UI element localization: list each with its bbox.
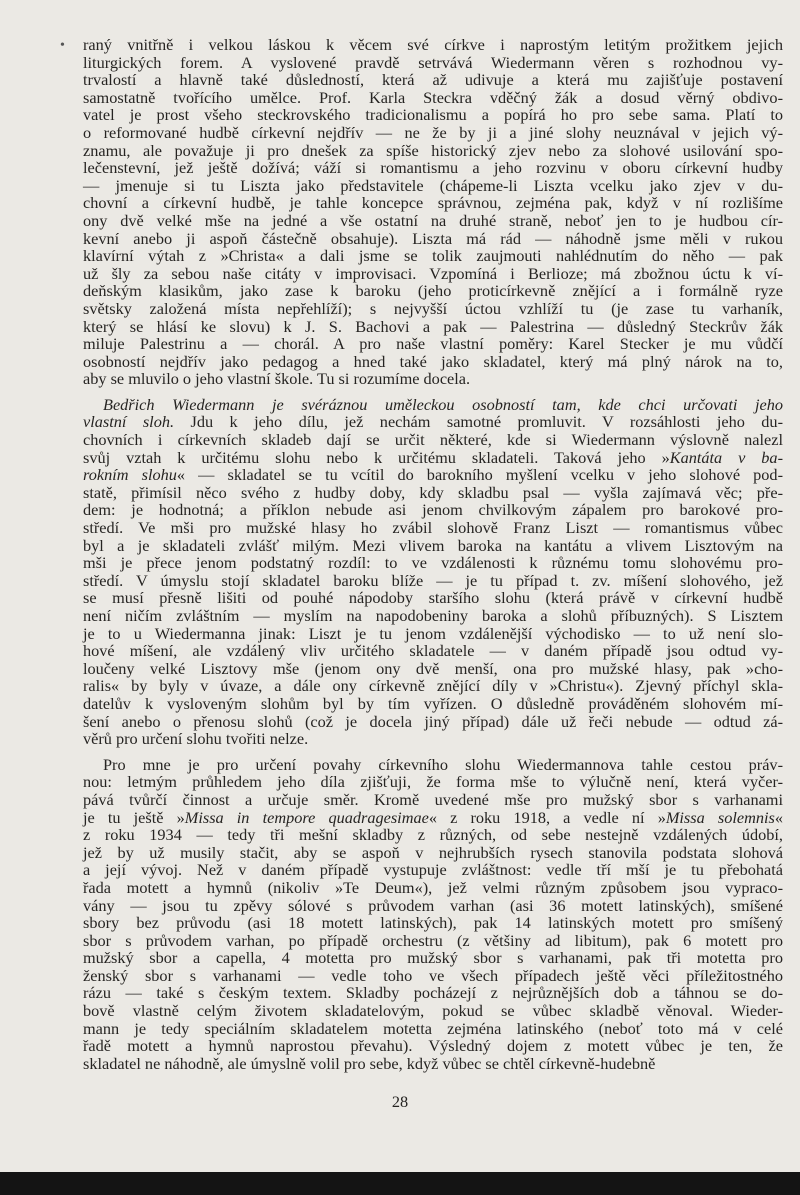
text-segment: světsky založená místa nepřehlíží); s nejvyšší úctou vzhlíží tu (je zase tu varhaník, [83,298,783,318]
text-segment: svůj vztah k určitému slohu nebo k určitému skladateli. Taková jeho » [83,447,670,467]
text-segment: lečenstevní, jež ještě dožívá; váží si romantismu a jeho rozvinu v oboru církevní hudby [83,158,783,178]
text-line [83,554,783,572]
text-segment: loučeny velké Lisztovy mše (jenom ony dvě menší, ona pro mužské hlasy, pak »cho- [83,658,783,678]
text-segment: aby se mluvilo o jeho vlastní škole. Tu si rozumíme docela. [83,369,471,389]
text-segment: řadě motett a hymnů naprostou převahu). Výsledný dojem z motett vůbec je ten, že [83,1036,783,1056]
text-line [83,54,783,72]
text-line [83,142,783,160]
italic-text-segment: Bedřich Wiedermann je svéráznou uměleckou osobností tam, kde chci určovati jeho [103,394,783,414]
text-segment: deňským klasikům, jako zase k baroku (jeho proticírkevně znějící a i formálně ryze [83,281,783,301]
text-line [83,431,783,449]
italic-text-segment: rokním slohu [83,465,177,485]
text-line [83,695,783,713]
text-line [83,730,783,748]
text-segment: znamu, ale považuje ji pro dnešek za spíše historický zjev nebo za slohové usilování spo- [83,140,783,160]
text-segment: raný vnitřně i velkou láskou k věcem své církve i naprostým letitým prožitkem jejich [83,35,783,54]
paragraph [83,756,783,1073]
text-segment: řada motett a hymnů (nikoliv »Te Deum«), jež velmi různým způsobem jsou vypraco- [83,877,783,897]
text-line [83,607,783,625]
text-segment: rázu — také s českým textem. Skladby pocházejí z nejrůznějších dob a táhnou se do- [83,983,783,1003]
text-segment: « [774,807,783,827]
text-line [83,247,783,265]
text-line [83,89,783,107]
text-segment: a její vývoj. Než v daném případě vystupuje zvláštnost: vedle tří mší je tu přebohatá [83,860,783,880]
text-line [83,826,783,844]
text-line [83,537,783,555]
text-segment: se musí přesně lišiti od pouhé nápodoby staršího slohu (která právě v církevní hudbě [83,588,783,608]
text-line [83,212,783,230]
text-segment: mužský sbor a capella, 4 motetta pro mužský sbor s varhanami, pak tři motetta pro [83,948,783,968]
text-line [83,466,783,484]
text-segment: mann je tedy speciálním skladatelem motetta zejména latinského (neboť toto má v celé [83,1018,783,1038]
italic-text-segment: Missa solemnis [665,807,775,827]
text-line [83,879,783,897]
text-segment: ženský sbor s varhanami — vedle toho ve všech případech ještě věci příležitostného [83,965,783,985]
text-line [83,861,783,879]
text-segment: miluje Palestrinu a — chorál. A pro naše vlastní poměry: Karel Stecker je mu vůdčí [83,334,783,354]
text-line [83,484,783,502]
text-segment: dem: je hodnotná; a příklon nebude asi jenom chvilkovým zápalem pro barokové pro- [83,500,783,520]
text-segment: je to u Wiedermanna jinak: Liszt je tu jenom vzdálenější východisko — to už není slo- [83,623,783,643]
text-segment: nou: letmým průhledem jeho díla zjišťuji, že forma mše to výlučně není, která vyčer- [83,772,783,792]
text-segment: « — skladatel se tu vcítil do barokního myšlení vcelku v jeho slohové pod- [176,465,783,485]
text-line [83,844,783,862]
text-segment: není ničím zvláštním — myslím na napodobeniny baroka a slohů příbuzných). S Lisztem [83,606,783,625]
text-line [83,773,783,791]
text-line [83,353,783,371]
text-line [83,449,783,467]
text-segment: který se hlásí ke slovu) k J. S. Bachovi a pak — Palestrina — důsledný Steckrův žák [83,316,783,336]
text-segment: bově vlastně celým životem skladatelovým, pokud se vůbec skladbě věnoval. Wieder- [83,1001,783,1021]
text-segment: pává tvůrčí činnost a určuje směr. Kromě uvedené mše pro mužský sbor s varhanami [83,789,783,809]
text-segment: středí. V úmyslu stojí skladatel baroku blíže — je tu případ t. zv. míšení slohového, jež [83,570,783,590]
text-line [83,71,783,89]
text-line [83,1037,783,1055]
text-line [83,572,783,590]
text-line [83,1002,783,1020]
text-segment: o reformované hudbě církevní nejdřív — ne že by ji a jiné slohy neuznával v jejich vý- [83,122,783,142]
italic-text-segment: vlastní sloh. [83,412,175,432]
text-segment: Jdu k jeho dílu, jež nechám samotné promluvit. V rozsáhlosti jeho du- [174,412,783,432]
text-segment: datelův k vysloveným slohům byl by tím vyřízen. O důsledně prováděném slohovém mí- [83,693,783,713]
text-segment: chovních i církevních skladeb dají se určit některé, kde si Wiedermann výslovně nalezl [83,430,783,450]
text-line [83,282,783,300]
text-segment: Pro mne je pro určení povahy církevního slohu Wiedermannova tahle cestou práv- [103,754,783,774]
text-segment: statě, přimísil něco svého z hudby doby, kdy skladbu psal — vyšla zajímavá věc; pře- [83,482,783,502]
text-segment: věrů pro určení slohu tvořiti nelze. [83,729,309,749]
paragraph [83,396,783,748]
text-segment: šení anebo o přenosu slohů (což je docela jiný případ) dále už řeči nebude — odtud zá- [83,711,783,731]
page-number: 28 [391,1092,409,1111]
text-line [83,625,783,643]
text-segment: z roku 1934 — tedy tři mešní skladby z různých, od sebe nestejně vzdálených údobí, [83,825,783,845]
text-segment: ralis« by byly v úvaze, a dále ony církevně znějící díly v »Christu«). Zjevný příchyl skla- [83,676,783,696]
text-segment: klavírní výtah z »Christa« a dali jsme se tolik zaujmouti nahlédnutím do něho — pak [83,246,783,266]
text-line [83,642,783,660]
body-text [83,36,783,1072]
scanner-edge-band [0,1172,800,1195]
text-line [83,36,783,54]
text-segment: mši je přece jenom podstatný rozdíl: to ve vzdálenosti k různému tomu slohovému pro- [83,553,783,573]
text-segment: skladatel ne náhodně, ale úmyslně volil pro sebe, když vůbec se chtěl církevně-hudebně [83,1053,656,1073]
text-line [83,124,783,142]
text-segment: chovní a církevní hudbě, je tahle koncepce správnou, zejména pak, když v ní rozlišíme [83,193,783,213]
text-line [83,589,783,607]
text-segment: osobností nejdřív jako pedagog a hned také jako skladatel, který má plný nárok na to, [83,351,783,371]
text-line [83,932,783,950]
text-line [83,318,783,336]
text-line [83,791,783,809]
text-line [83,660,783,678]
text-line [83,677,783,695]
text-segment: kevní anebo ji aspoň částečně obsahuje). Liszta má rád — náhodně jsme měli v rukou [83,228,783,248]
text-line [83,984,783,1002]
text-line [83,519,783,537]
italic-text-segment: Kantáta v ba- [669,447,783,467]
text-segment: byl a je skladateli zvlášť milým. Mezi vlivem baroka na kantátu a vlivem Lisztovým na [83,535,783,555]
text-segment: vatel je prost všeho steckrovského tradicionalismu a popírá ho pro sebe sama. Platí to [83,105,783,125]
text-line [83,713,783,731]
text-line [83,265,783,283]
text-segment: — jmenuje si tu Liszta jako představitele (chápeme-li Liszta vcelku jako zjev v du- [83,175,783,195]
text-line [83,335,783,353]
text-line [83,159,783,177]
margin-dot-mark: • [60,38,65,53]
text-line [83,177,783,195]
text-line [83,949,783,967]
text-line [83,413,783,431]
text-line [83,1055,783,1073]
text-line [83,756,783,774]
text-line [83,809,783,827]
text-segment: liturgických forem. A vyslovené pravdě setrvává Wiedermann věren s rozhodnou vy- [83,52,783,72]
text-line [83,230,783,248]
text-segment: hové míšení, ale vzdálený vliv určitého skladatele — v daném případě jsou odtud vy- [83,641,783,661]
text-segment: sbor s průvodem varhan, po případě orchestru (z většiny ad libitum), pak 6 motett pro [83,930,783,950]
text-line [83,501,783,519]
text-segment: trvalostí a hlavně také důsledností, která až udivuje a která mu zajišťuje postavení [83,70,783,90]
text-line [83,967,783,985]
text-line [83,914,783,932]
text-line [83,897,783,915]
text-line [83,370,783,388]
text-segment: vány — jsou tu zpěvy sólové s průvodem varhan (asi 36 motett latinských), smíšené [83,895,783,915]
italic-text-segment: Missa in tempore quadragesimae [184,807,429,827]
text-segment: ony dvě velké mše na jedné a vše ostatní na druhé straně, neboť jen to je hudbou cír- [83,210,783,230]
text-segment: jež by už musily stačit, aby se aspoň v nejhrubších rysech stanovila podstata slohová [83,842,783,862]
text-line [83,300,783,318]
text-segment: samostatně tvořícího umělce. Prof. Karla Steckra vděčný žák a dosud věrný obdivo- [83,87,783,107]
text-segment: středí. Ve mši pro mužské hlasy ho zvábil slohově Franz Liszt — romantismus vůbec [83,518,783,538]
text-segment: « z roku 1918, a vedle ní » [428,807,666,827]
text-line [83,194,783,212]
paragraph [83,36,783,388]
text-line [83,106,783,124]
text-segment: je tu ještě » [83,807,185,827]
text-segment: sbory bez průvodu (asi 18 motett latinských), pak 14 latinských motett pro smíšený [83,913,783,933]
text-line [83,396,783,414]
text-line [83,1020,783,1038]
text-segment: už šly za sebou naše citáty v improvisaci. Vzpomíná i Berlioze; má zbožnou úctu k ví- [83,263,783,283]
